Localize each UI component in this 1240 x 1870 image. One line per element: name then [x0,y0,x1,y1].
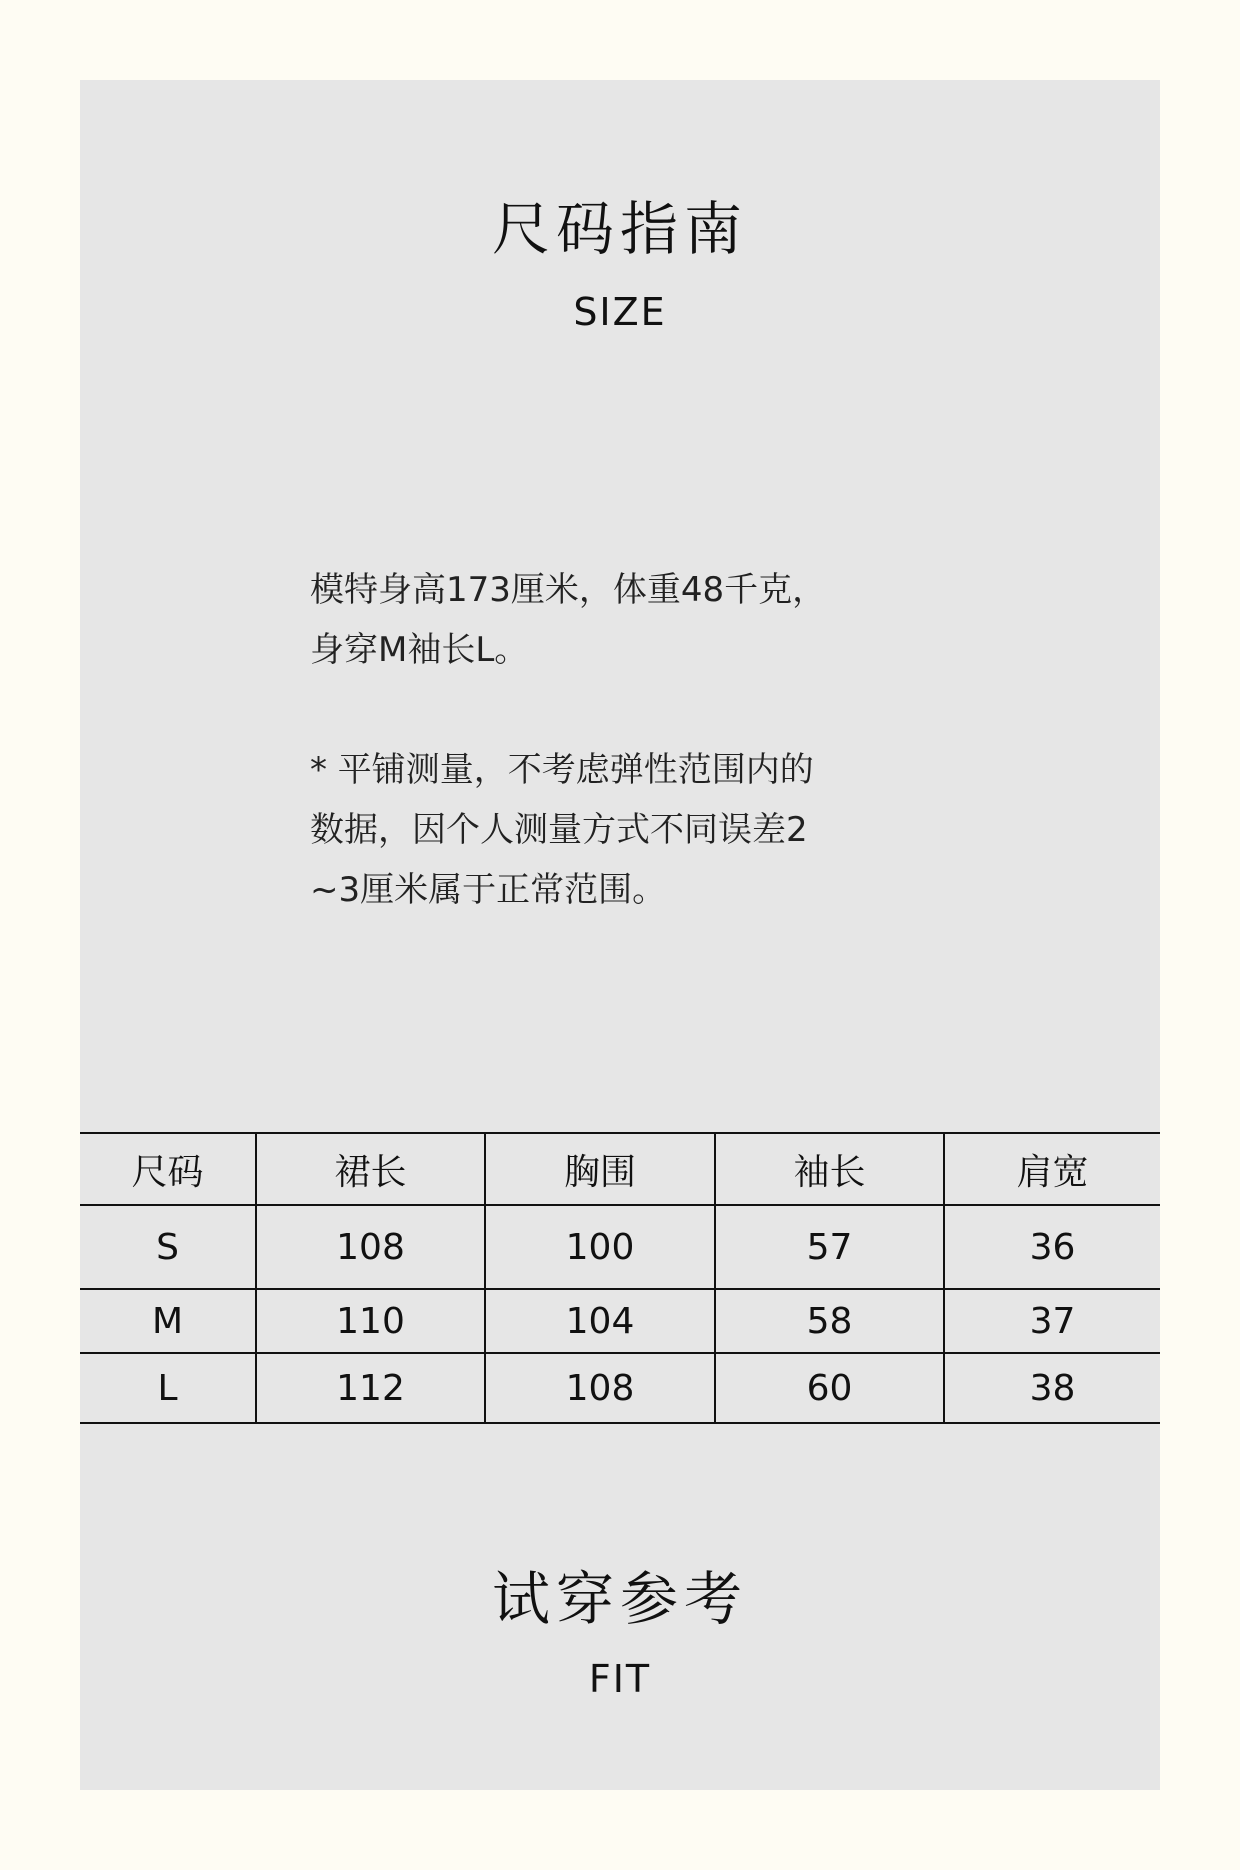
page-subtitle: SIZE [573,290,667,334]
table-cell: S [80,1205,256,1289]
size-guide-card [80,80,1160,1790]
table-row [80,1205,1160,1289]
table-cell: 104 [485,1289,715,1353]
table-cell: 112 [256,1353,485,1423]
model-info-line: 身穿M袖长L。 [310,630,529,670]
table-cell: 108 [485,1353,715,1423]
model-info-line: 模特身高173厘米，体重48千克， [310,570,827,610]
size-table [80,1132,1160,1424]
header-sleeve-length: 袖长 [715,1133,944,1205]
disclaimer-line: ~3厘米属于正常范围。 [310,870,667,910]
page-title: 尺码指南 [491,195,748,263]
header-shoulder-width: 肩宽 [944,1133,1160,1205]
size-notes [310,560,970,920]
table-cell: L [80,1353,256,1423]
table-cell: 36 [944,1205,1160,1289]
table-cell: 60 [715,1353,944,1423]
table-row [80,1353,1160,1423]
table-cell: 58 [715,1289,944,1353]
table-cell: 37 [944,1289,1160,1353]
disclaimer-line: 数据，因个人测量方式不同误差2 [310,810,808,850]
table-cell: 38 [944,1353,1160,1423]
disclaimer-line: * 平铺测量，不考虑弹性范围内的 [310,750,814,790]
table-cell: 57 [715,1205,944,1289]
table-cell: 100 [485,1205,715,1289]
table-header-row [80,1133,1160,1205]
table-cell: M [80,1289,256,1353]
table-cell: 110 [256,1289,485,1353]
fit-title: 试穿参考 [491,1565,748,1633]
header-size: 尺码 [80,1133,256,1205]
header-bust: 胸围 [485,1133,715,1205]
table-row [80,1289,1160,1353]
header-dress-length: 裙长 [256,1133,485,1205]
table-cell: 108 [256,1205,485,1289]
fit-subtitle: FIT [588,1657,652,1701]
